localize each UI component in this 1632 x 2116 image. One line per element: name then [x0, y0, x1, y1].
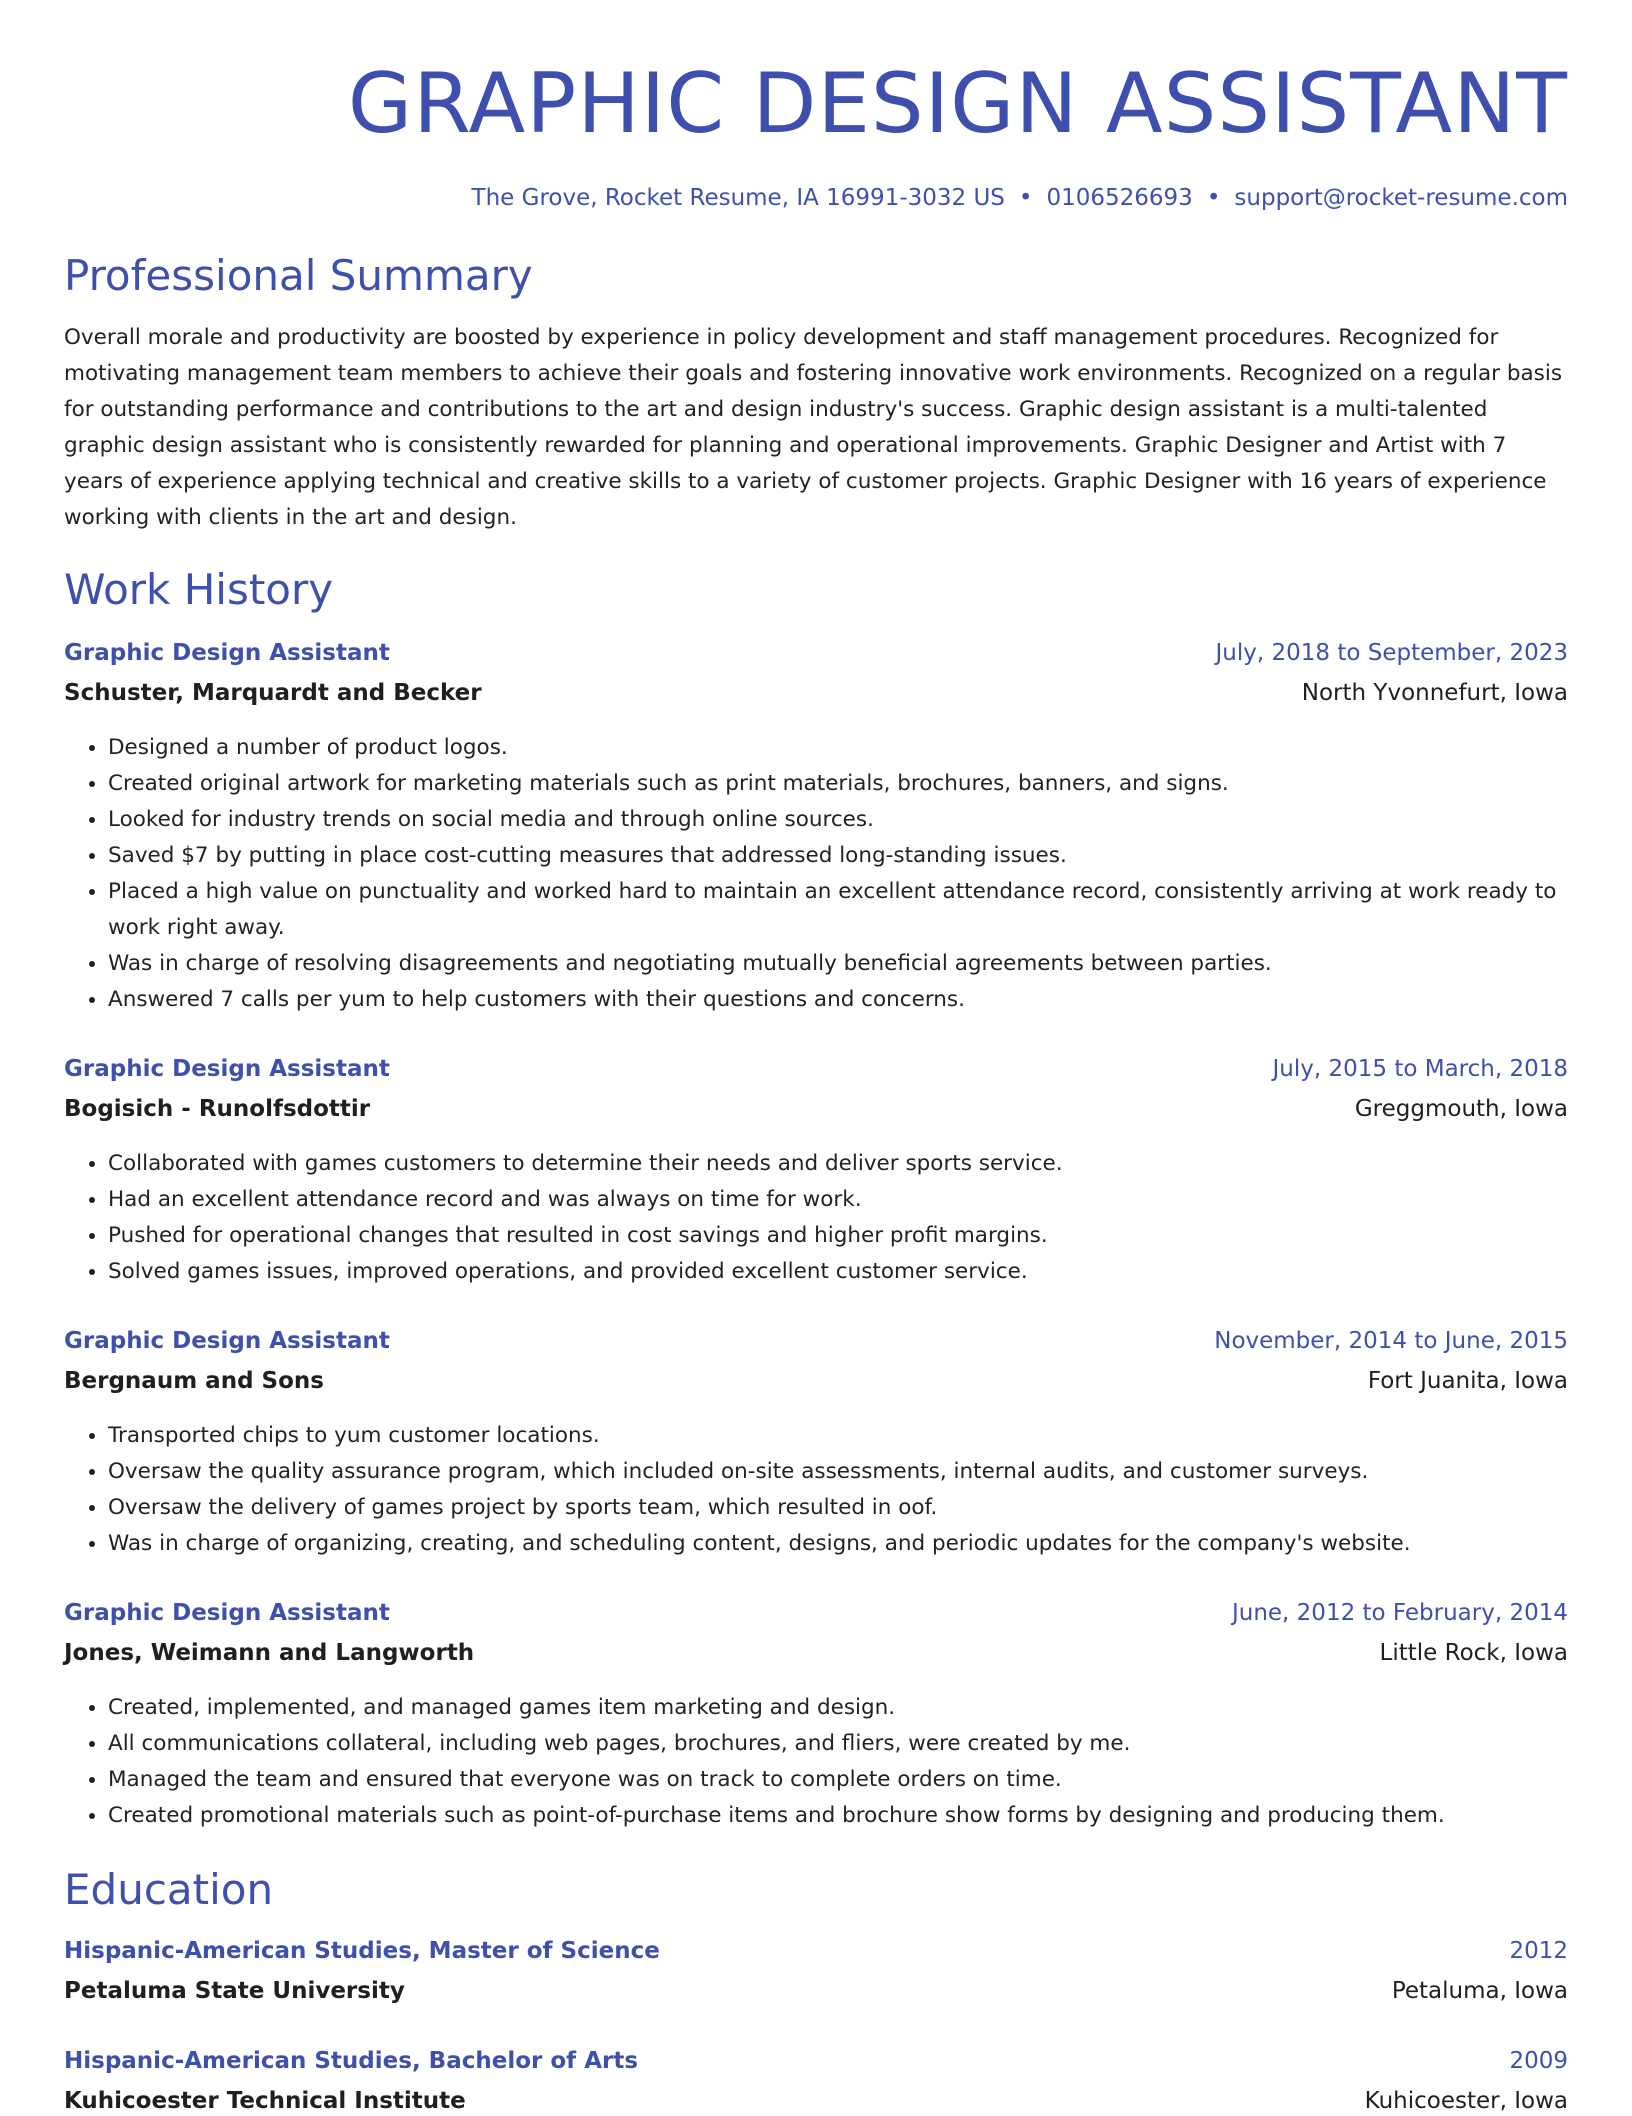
job-location: North Yvonnefurt, Iowa [1301, 680, 1568, 706]
resume-page [64, 0, 1568, 2116]
job-entry [64, 638, 1568, 1018]
phone: 0106526693 [1046, 185, 1193, 211]
job-bullet: • Oversaw the delivery of games project by sports team, which resulted in oof. [108, 1490, 1568, 1526]
work-history-heading: Work History [64, 565, 334, 614]
job-entry [64, 1598, 1568, 1834]
edu-location: Kuhicoester, Iowa [1364, 2088, 1568, 2114]
job-role: Graphic Design Assistant [64, 1056, 390, 1082]
job-bullet: • Collaborated with games customers to determine their needs and deliver sports service. [108, 1146, 1568, 1182]
education-entry [64, 1936, 1568, 2006]
job-entry [64, 1326, 1568, 1562]
job-dates: June, 2012 to February, 2014 [1231, 1600, 1568, 1626]
email: support@rocket-resume.com [1234, 185, 1568, 211]
job-bullet: • Answered 7 calls per yum to help customers with their questions and concerns. [108, 982, 1568, 1018]
job-role: Graphic Design Assistant [64, 1600, 390, 1626]
job-bullet: • Created, implemented, and managed games item marketing and design. [108, 1690, 1568, 1726]
job-bullet: • Created promotional materials such as point-of-purchase items and brochure show forms by designing and producing them. [108, 1798, 1568, 1834]
job-role: Graphic Design Assistant [64, 640, 390, 666]
job-bullet: • Looked for industry trends on social media and through online sources. [108, 802, 1568, 838]
contact-line [64, 182, 1568, 214]
job-bullets [64, 1690, 1568, 1834]
job-location: Greggmouth, Iowa [1354, 1096, 1568, 1122]
job-company: Bergnaum and Sons [64, 1368, 324, 1394]
job-company: Bogisich - Runolfsdottir [64, 1096, 371, 1122]
job-bullet: • Solved games issues, improved operations, and provided excellent customer service. [108, 1254, 1568, 1290]
job-bullet: • Was in charge of organizing, creating, and scheduling content, designs, and periodic updates for the company's website. [108, 1526, 1568, 1562]
job-bullet: • Had an excellent attendance record and was always on time for work. [108, 1182, 1568, 1218]
edu-school: Petaluma State University [64, 1978, 405, 2004]
edu-degree: Hispanic-American Studies, Master of Science [64, 1938, 660, 1964]
job-bullet: • All communications collateral, including web pages, brochures, and fliers, were created by me. [108, 1726, 1568, 1762]
job-bullets [64, 1146, 1568, 1290]
job-bullet: • Designed a number of product logos. [108, 730, 1568, 766]
summary-text: Overall morale and productivity are boosted by experience in policy development and staff management procedures. Recognized for motivating management team members to achieve their goals and fostering innovative work environments. Recognized on a regular basis for outstanding performance and contributions to the art and design industry's success. Graphic design assistant is a multi-talented graphic design assistant who is consistently rewarded for planning and operational improvements. Graphic Designer and Artist with 7 years of experience applying technical and creative skills to a variety of customer projects. Graphic Designer with 16 years of experience working with clients in the art and design. [64, 325, 1563, 530]
edu-location: Petaluma, Iowa [1391, 1978, 1568, 2004]
contact-separator: • [1206, 185, 1221, 211]
education-entry [64, 2046, 1568, 2116]
job-bullets [64, 730, 1568, 1018]
job-bullet: • Created original artwork for marketing materials such as print materials, brochures, banners, and signs. [108, 766, 1568, 802]
education-heading: Education [64, 1865, 274, 1914]
edu-degree: Hispanic-American Studies, Bachelor of Arts [64, 2048, 639, 2074]
job-bullet: • Placed a high value on punctuality and worked hard to maintain an excellent attendance record, consistently arriving at work ready to work right away. [108, 874, 1568, 946]
job-entry [64, 1054, 1568, 1290]
job-company: Schuster, Marquardt and Becker [64, 680, 482, 706]
edu-year: 2009 [1509, 2048, 1568, 2074]
job-bullet: • Managed the team and ensured that everyone was on track to complete orders on time. [108, 1762, 1568, 1798]
job-location: Little Rock, Iowa [1379, 1640, 1568, 1666]
contact-separator: • [1018, 185, 1033, 211]
edu-school: Kuhicoester Technical Institute [64, 2088, 466, 2114]
summary-heading: Professional Summary [64, 251, 533, 300]
job-dates: November, 2014 to June, 2015 [1214, 1328, 1568, 1354]
job-location: Fort Juanita, Iowa [1367, 1368, 1568, 1394]
job-dates: July, 2015 to March, 2018 [1272, 1056, 1568, 1082]
job-bullet: • Oversaw the quality assurance program, which included on-site assessments, internal audits, and customer surveys. [108, 1454, 1568, 1490]
address: The Grove, Rocket Resume, IA 16991-3032 US [471, 185, 1005, 211]
job-bullet: • Saved $7 by putting in place cost-cutting measures that addressed long-standing issues. [108, 838, 1568, 874]
edu-year: 2012 [1509, 1938, 1568, 1964]
job-bullet: • Was in charge of resolving disagreements and negotiating mutually beneficial agreements between parties. [108, 946, 1568, 982]
resume-title: GRAPHIC DESIGN ASSISTANT [347, 55, 1568, 152]
job-bullet: • Pushed for operational changes that resulted in cost savings and higher profit margins. [108, 1218, 1568, 1254]
job-bullets [64, 1418, 1568, 1562]
job-company: Jones, Weimann and Langworth [64, 1640, 475, 1666]
job-role: Graphic Design Assistant [64, 1328, 390, 1354]
job-bullet: • Transported chips to yum customer locations. [108, 1418, 1568, 1454]
job-dates: July, 2018 to September, 2023 [1215, 640, 1568, 666]
